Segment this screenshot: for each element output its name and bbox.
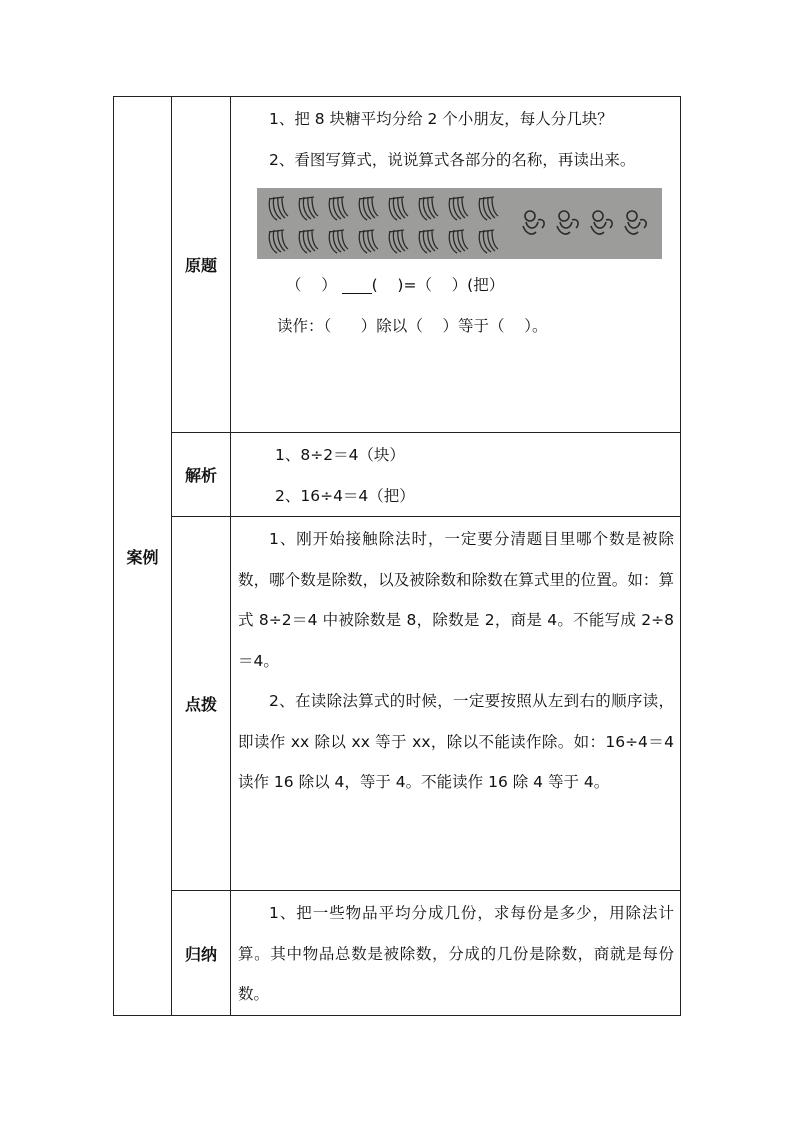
monkey-icon (557, 211, 578, 234)
analysis-cell (231, 433, 681, 517)
blank-divisor-quotient: ( )=（ ）(把） (371, 276, 505, 294)
banana-bunch-icon (389, 230, 408, 253)
section-label: 案例 (126, 547, 159, 567)
banana-bunch-icon (449, 230, 468, 253)
row-label-cell-guina (172, 891, 231, 1016)
banana-monkey-illustration (257, 188, 662, 259)
banana-bunch-icon (479, 230, 498, 253)
answer-1: 1、8÷2＝4（块） (275, 446, 405, 464)
summary-cell (231, 891, 681, 1016)
banana-bunch-icon (269, 230, 288, 253)
banana-bunch-icon (299, 230, 318, 253)
original-question-cell (231, 97, 681, 433)
row-label-dianbo: 点拨 (184, 695, 217, 714)
banana-bunch-icon (389, 197, 408, 220)
blank-operator (342, 273, 372, 294)
tip-1: 1、刚开始接触除法时，一定要分清题目里哪个数是被除数，哪个数是除数，以及被除数和除数在算式里的位置。如：算式 8÷2＝4 中被除数是 8，除数是 2，商是 4。不能写成 2÷8＝4。 (238, 530, 674, 670)
monkey-icon (523, 211, 544, 234)
summary-1: 1、把一些物品平均分成几份，求每份是多少，用除法计算。其中物品总数是被除数，分成的几份是除数，商就是每份数。 (238, 904, 674, 1003)
lesson-table (113, 96, 681, 1016)
question-2: 2、看图写算式，说说算式各部分的名称，再读出来。 (269, 150, 636, 169)
row-label-cell-dianbo (172, 517, 231, 891)
row-label-cell-jiexi (172, 433, 231, 517)
question-1: 1、把 8 块糖平均分给 2 个小朋友，每人分几块？ (269, 110, 613, 128)
section-label-cell (114, 97, 172, 1016)
row-label-yuanti: 原题 (184, 256, 217, 275)
banana-bunch-icon (329, 197, 348, 220)
monkey-icon (591, 211, 612, 234)
tips-cell (231, 517, 681, 891)
blank-dividend: （ ） (286, 276, 337, 294)
row-label-guina: 归纳 (184, 944, 217, 964)
banana-bunch-icon (419, 230, 438, 253)
answer-2: 2、16÷4＝4（把） (275, 486, 415, 505)
banana-bunch-icon (359, 230, 378, 253)
banana-bunch-icon (419, 197, 438, 220)
monkeys (523, 211, 646, 234)
banana-bunch-icon (269, 197, 288, 220)
fill-in-equation (238, 265, 674, 306)
tip-2: 2、在读除法算式的时候，一定要按照从左到右的顺序读，即读作 xx 除以 xx 等于 xx，除以不能读作除。如：16÷4＝4 读作 16 除以 4，等于 4。不能读作 16 除 4 等于 4。 (238, 692, 674, 791)
banana-bunch-icon (299, 197, 318, 220)
banana-bunches (269, 197, 498, 253)
banana-bunch-icon (449, 197, 468, 220)
read-as-line: 读作：（ ）除以（ ）等于（ ）。 (277, 316, 548, 335)
banana-bunch-icon (479, 197, 498, 220)
row-label-jiexi: 解析 (184, 466, 217, 485)
row-label-cell-yuanti (172, 97, 231, 433)
banana-bunch-icon (359, 197, 378, 220)
banana-bunch-icon (329, 230, 348, 253)
monkey-icon (625, 211, 646, 234)
